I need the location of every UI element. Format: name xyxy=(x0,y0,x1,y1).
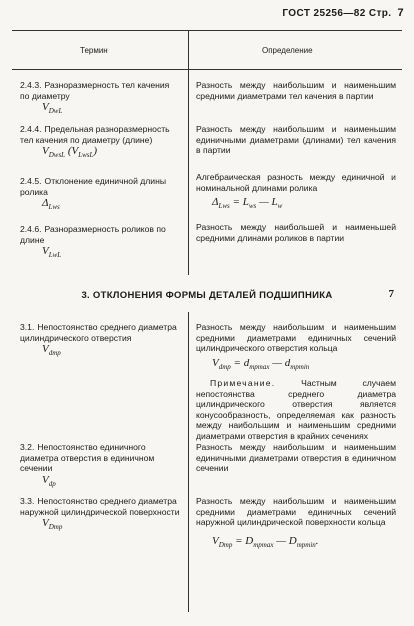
table-header-rule xyxy=(12,69,402,70)
section-heading: 3. ОТКЛОНЕНИЯ ФОРМЫ ДЕТАЛЕЙ ПОДШИПНИКА xyxy=(81,290,333,301)
column-header-definition: Определение xyxy=(262,46,313,55)
term-symbol: $V_{DwL}$ xyxy=(42,101,63,116)
term-number: 2.4.5. xyxy=(20,176,42,186)
section-margin-mark: 7 xyxy=(388,288,394,300)
definition-2-4-6: Разность между наибольшей и наименьшей средними длинами роликов в партии xyxy=(196,222,396,243)
note-label: Примечание. xyxy=(210,378,276,389)
term-number: 3.3. xyxy=(20,496,35,506)
formula: $V_{dmp} = d_{mpmax}$ — $d_{mpmin}$ xyxy=(212,356,310,371)
term-symbol: $\Delta_{Lws}$ xyxy=(42,197,60,212)
note xyxy=(196,378,396,441)
definition-2-4-4: Разность между наибольшим и наименьшим единичными диаметрами (длинами) тел качения в партии xyxy=(196,124,396,155)
page-number: 7 xyxy=(397,7,404,19)
definition-2-4-5 xyxy=(196,172,396,212)
term-symbol: $V_{Dmp}$ xyxy=(42,517,63,532)
term-text: Непостоянство единичного диаметра отверстия в единичном сечении xyxy=(20,442,155,473)
term-text: Непостоянство среднего диаметра цилиндрического отверстия xyxy=(20,322,177,343)
term-text: Разноразмерность роликов по длине xyxy=(20,224,166,245)
term-symbol: $V_{LwL}$ xyxy=(42,245,62,260)
lower-column-divider xyxy=(188,312,189,612)
term-symbol: $V_{dmp}$ xyxy=(42,343,61,358)
term-number: 3.2. xyxy=(20,442,35,452)
header-column-divider xyxy=(188,30,189,70)
upper-column-divider xyxy=(188,70,189,275)
page-header xyxy=(282,7,404,19)
standard-code: ГОСТ 25256—82 Стр. xyxy=(282,8,392,19)
table-top-rule xyxy=(12,30,402,31)
formula: $\Delta_{Lws} = L_{ws}$ — $L_w$ xyxy=(212,196,283,211)
definition-3-2: Разность между наибольшим и наименьшим единичными диаметрами отверстия в единичном сечении xyxy=(196,442,396,473)
term-number: 2.4.4. xyxy=(20,124,42,134)
term-3-1 xyxy=(20,322,180,359)
formula: $V_{Dmp} = D_{mpmax}$ — $D_{mpmin}$. xyxy=(212,534,319,549)
term-2-4-3 xyxy=(20,80,180,117)
definition-3-3 xyxy=(196,496,396,550)
term-2-4-6 xyxy=(20,224,180,261)
term-symbol: $V_{dp}$ xyxy=(42,473,56,488)
term-number: 3.1. xyxy=(20,322,35,332)
definition-text: Разность между наибольшим и наименьшим средними диаметрами единичных сечений наружной цилиндрической поверхности кольца xyxy=(196,496,396,527)
note-text: Частным случаем непостоянства среднего диаметра цилиндрического отверстия является конусообразность, определяемая как разность между наибольшим и наименьшим средними диаметрами отверстия в крайних сечениях xyxy=(196,378,396,441)
term-text: Отклонение единичной длины ролика xyxy=(20,176,167,197)
term-symbol: $V_{DwsL}$ $(V_{LwsL})$ xyxy=(42,145,98,160)
definition-text: Алгебраическая разность между единичной и номинальной длинами ролика xyxy=(196,172,396,193)
term-3-3 xyxy=(20,496,180,533)
term-text: Непостоянство среднего диаметра наружной цилиндрической поверхности xyxy=(20,496,180,517)
column-header-term: Термин xyxy=(80,46,108,55)
term-number: 2.4.6. xyxy=(20,224,42,234)
term-3-2 xyxy=(20,442,180,490)
term-text: Предельная разноразмерность тел качения по диаметру (длине) xyxy=(20,124,170,145)
definition-text: Разность между наибольшим и наименьшим средними диаметрами единичных сечений цилиндрического отверстия кольца xyxy=(196,322,396,353)
term-number: 2.4.3. xyxy=(20,80,42,90)
term-2-4-5 xyxy=(20,176,180,213)
definition-2-4-3: Разность между наибольшим и наименьшим средними диаметрами тел качения в партии xyxy=(196,80,396,101)
term-2-4-4 xyxy=(20,124,180,161)
term-text: Разноразмерность тел качения по диаметру xyxy=(20,80,170,101)
definition-3-1 xyxy=(196,322,396,441)
